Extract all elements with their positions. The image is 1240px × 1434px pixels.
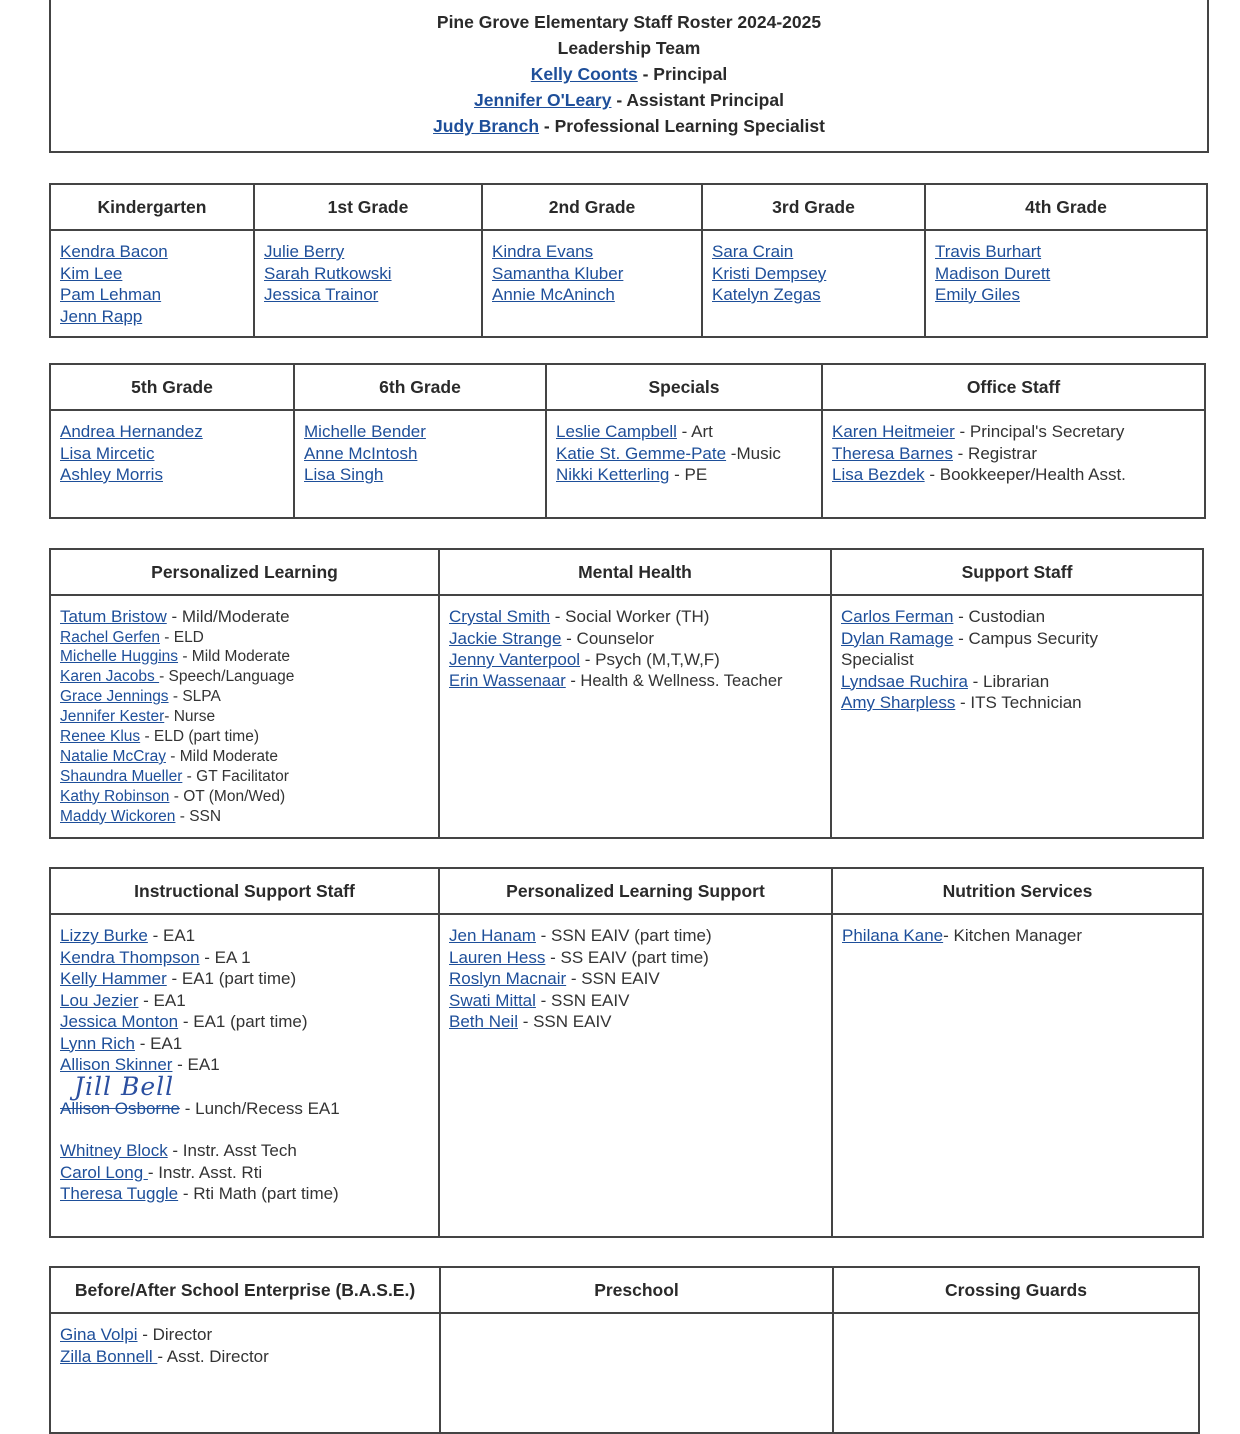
staff-name-link[interactable]: Whitney Block	[60, 1141, 168, 1160]
staff-name-link[interactable]: Jenny Vanterpool	[449, 650, 581, 669]
staff-name-link[interactable]: Michelle Huggins	[60, 648, 179, 666]
staff-role: - Director	[137, 1325, 213, 1344]
staff-role: - SSN EAIV	[517, 1012, 612, 1031]
staff-name-link[interactable]: Lisa Singh	[304, 465, 384, 484]
staff-name-link[interactable]: Karen Jacobs	[60, 668, 160, 686]
header-2nd-grade: 2nd Grade	[482, 184, 702, 230]
staff-name-link[interactable]: Pam Lehman	[60, 285, 162, 304]
staff-name-link[interactable]: Grace Jennings	[60, 688, 169, 706]
leader-role: - Principal	[642, 64, 728, 84]
2nd-grade-cell	[482, 230, 702, 337]
staff-role: - Art	[676, 422, 713, 441]
staff-role: - GT Facilitator	[182, 767, 289, 785]
leader-learning-specialist	[51, 113, 1207, 139]
staff-name-link[interactable]: Zilla Bonnell	[60, 1346, 158, 1366]
leader-role: - Assistant Principal	[616, 90, 784, 110]
staff-name-link[interactable]: Sarah Rutkowski	[264, 263, 392, 283]
leader-role: - Professional Learning Specialist	[543, 116, 825, 136]
staff-role: - Speech/Language	[159, 668, 295, 686]
struck-staff-name: Allison Osborne	[60, 1098, 181, 1118]
staff-name-link[interactable]: Amy Sharpless	[841, 693, 956, 712]
staff-name-link[interactable]: Maddy Wickoren	[60, 807, 176, 825]
staff-role: - SSN EAIV (part time)	[535, 926, 712, 945]
staff-name-link[interactable]: Annie McAninch	[492, 285, 615, 304]
staff-name-link[interactable]: Kristi Dempsey	[712, 263, 827, 283]
staff-name-link[interactable]: Philana Kane	[842, 926, 944, 945]
staff-name-link[interactable]: Jennifer Kester	[60, 708, 165, 726]
staff-name-link[interactable]: Roslyn Macnair	[449, 969, 567, 988]
header-support-staff: Support Staff	[831, 549, 1203, 595]
roster-title: Pine Grove Elementary Staff Roster 2024-2025	[436, 12, 822, 32]
header-nutrition-services: Nutrition Services	[832, 868, 1203, 914]
staff-name-link[interactable]: Jessica Monton	[60, 1012, 179, 1031]
6th-grade-cell	[294, 410, 546, 518]
staff-name-link[interactable]: Jessica Trainor	[264, 285, 379, 304]
staff-role: - Instr. Asst. Rti	[147, 1162, 263, 1182]
staff-name-link[interactable]: Renee Klus	[60, 728, 141, 746]
staff-name-link[interactable]: Lizzy Burke	[60, 926, 148, 945]
staff-name-link[interactable]: Beth Neil	[449, 1012, 518, 1031]
staff-role: - Custodian	[953, 607, 1046, 626]
staff-name-link[interactable]: Emily Giles	[935, 285, 1021, 304]
staff-role: - EA1 (part time)	[166, 969, 297, 988]
staff-role: -Music	[726, 443, 781, 463]
specials-cell	[546, 410, 822, 518]
staff-role: - EA1	[134, 1033, 183, 1053]
preschool-cell	[440, 1313, 833, 1433]
header-6th-grade: 6th Grade	[294, 364, 546, 410]
staff-role: - ITS Technician	[955, 693, 1082, 712]
staff-name-link[interactable]: Lynn Rich	[60, 1033, 135, 1053]
staff-name-link[interactable]: Allison Skinner	[60, 1055, 173, 1074]
header-crossing-guards: Crossing Guards	[833, 1267, 1199, 1313]
support-staff-table	[49, 548, 1204, 839]
staff-name-link[interactable]: Travis Burhart	[935, 242, 1042, 261]
staff-role: - Health & Wellness. Teacher	[565, 671, 783, 690]
staff-name-link[interactable]: Ashley Morris	[60, 465, 163, 484]
staff-name-link[interactable]: Kendra Thompson	[60, 947, 200, 967]
staff-name-link[interactable]: Madison Durett	[935, 263, 1051, 283]
staff-name-link[interactable]: Dylan Ramage	[841, 628, 954, 648]
staff-role: - Registrar	[952, 443, 1038, 463]
1st-grade-cell	[254, 230, 482, 337]
staff-role: - Mild Moderate	[178, 648, 291, 666]
header-base: Before/After School Enterprise (B.A.S.E.)	[50, 1267, 440, 1313]
staff-role: - Kitchen Manager	[943, 926, 1083, 945]
staff-name-link[interactable]: Anne McIntosh	[304, 443, 418, 463]
staff-role: - Campus Security Specialist	[841, 628, 1098, 669]
staff-name-link[interactable]: Kathy Robinson	[60, 787, 170, 805]
staff-role: - SSN	[175, 807, 222, 825]
staff-role: - EA1	[147, 926, 196, 945]
staff-name-link[interactable]: Rachel Gerfen	[60, 628, 160, 646]
staff-role: - OT (Mon/Wed)	[169, 787, 286, 805]
personalized-learning-support-cell	[439, 914, 832, 1237]
staff-name-link[interactable]: Julie Berry	[264, 242, 345, 261]
leadership-box	[49, 0, 1209, 153]
grades-5-6-specials-office-table	[49, 363, 1206, 519]
staff-role: - Asst. Director	[157, 1346, 269, 1366]
staff-name-link[interactable]: Gina Volpi	[60, 1325, 138, 1344]
staff-name-link[interactable]: Karen Heitmeier	[832, 422, 955, 441]
staff-role: - SS EAIV (part time)	[545, 947, 709, 967]
staff-role: - ELD	[159, 628, 204, 646]
staff-role: - ELD (part time)	[140, 728, 259, 746]
3rd-grade-cell	[702, 230, 925, 337]
staff-name-link[interactable]: Kelly Hammer	[60, 969, 167, 988]
header-office-staff: Office Staff	[822, 364, 1205, 410]
staff-name-link[interactable]: Lauren Hess	[449, 947, 546, 967]
staff-name-link[interactable]: Kindra Evans	[492, 242, 594, 261]
base-cell	[50, 1313, 440, 1433]
staff-role: - EA 1	[199, 947, 251, 967]
staff-role: - Bookkeeper/Health Asst.	[924, 465, 1126, 484]
staff-role: - EA1 (part time)	[178, 1012, 308, 1031]
staff-name-link[interactable]: Theresa Tuggle	[60, 1184, 179, 1203]
staff-name-link[interactable]: Jen Hanam	[449, 926, 536, 945]
leader-name-link[interactable]: Jennifer O'Leary	[474, 90, 612, 110]
header-kindergarten: Kindergarten	[50, 184, 254, 230]
instructional-support-cell	[50, 914, 439, 1237]
header-specials: Specials	[546, 364, 822, 410]
staff-name-link[interactable]: Erin Wassenaar	[449, 671, 566, 690]
staff-name-link[interactable]: Kendra Bacon	[60, 242, 168, 261]
staff-name-link[interactable]: Carlos Ferman	[841, 607, 954, 626]
staff-name-link[interactable]: Swati Mittal	[449, 990, 536, 1010]
support-staff-cell	[831, 595, 1203, 838]
staff-name-link[interactable]: Jackie Strange	[449, 628, 562, 648]
staff-name-link[interactable]: Tatum Bristow	[60, 607, 167, 626]
nutrition-services-cell	[832, 914, 1203, 1237]
staff-role: - Principal's Secretary	[954, 422, 1125, 441]
instructional-support-table	[49, 867, 1204, 1238]
staff-role: - SSN EAIV	[535, 990, 630, 1010]
staff-name-link[interactable]: Lisa Mircetic	[60, 443, 155, 463]
staff-role: - Nurse	[164, 708, 216, 726]
staff-name-link[interactable]: Theresa Barnes	[832, 443, 953, 463]
leader-assistant-principal	[51, 87, 1207, 113]
staff-role: - Librarian	[967, 671, 1050, 691]
staff-role: - SSN EAIV	[566, 969, 660, 988]
staff-role: - Rti Math (part time)	[178, 1184, 339, 1203]
staff-role: - Psych (M,T,W,F)	[580, 650, 720, 669]
staff-name-link[interactable]: Leslie Campbell	[556, 422, 677, 441]
staff-role: - Mild Moderate	[165, 747, 278, 765]
office-staff-cell	[822, 410, 1205, 518]
staff-role: - Social Worker (TH)	[550, 607, 710, 626]
leader-principal	[51, 61, 1207, 87]
header-3rd-grade: 3rd Grade	[702, 184, 925, 230]
staff-name-link[interactable]: Jenn Rapp	[60, 306, 143, 326]
staff-name-link[interactable]: Michelle Bender	[304, 422, 426, 441]
header-personalized-learning: Personalized Learning	[50, 549, 439, 595]
staff-name-link[interactable]: Carol Long	[60, 1162, 148, 1182]
leader-name-link[interactable]: Kelly Coonts	[530, 64, 638, 84]
staff-role: - EA1	[138, 990, 186, 1010]
staff-name-link[interactable]: Lyndsae Ruchira	[841, 671, 968, 691]
staff-role: - Counselor	[561, 628, 655, 648]
mental-health-cell	[439, 595, 831, 838]
staff-name-link[interactable]: Sara Crain	[712, 242, 794, 261]
staff-name-link[interactable]: Andrea Hernandez	[60, 422, 203, 441]
staff-name-link[interactable]: Samantha Kluber	[492, 263, 624, 283]
staff-role: - EA1	[172, 1055, 220, 1074]
staff-role: - PE	[669, 465, 708, 484]
4th-grade-cell	[925, 230, 1207, 337]
staff-name-link[interactable]: Crystal Smith	[449, 607, 551, 626]
header-preschool: Preschool	[440, 1267, 833, 1313]
crossing-guards-cell	[833, 1313, 1199, 1433]
leadership-team-heading: Leadership Team	[557, 38, 701, 58]
staff-name-link[interactable]: Natalie McCray	[60, 747, 166, 765]
staff-name-link[interactable]: Katie St. Gemme-Pate	[556, 443, 727, 463]
header-personalized-learning-support: Personalized Learning Support	[439, 868, 832, 914]
kindergarten-cell	[50, 230, 254, 337]
personalized-learning-cell	[50, 595, 439, 838]
staff-name-link[interactable]: Nikki Ketterling	[556, 465, 670, 484]
5th-grade-cell	[50, 410, 294, 518]
staff-name-link[interactable]: Lou Jezier	[60, 990, 139, 1010]
base-preschool-crossing-table	[49, 1266, 1200, 1434]
staff-name-link[interactable]: Kim Lee	[60, 263, 123, 283]
header-4th-grade: 4th Grade	[925, 184, 1207, 230]
staff-name-link[interactable]: Lisa Bezdek	[832, 465, 925, 484]
staff-role: - Instr. Asst Tech	[167, 1141, 297, 1160]
header-mental-health: Mental Health	[439, 549, 831, 595]
staff-name-link[interactable]: Katelyn Zegas	[712, 285, 821, 304]
staff-role: - SLPA	[168, 688, 221, 706]
handwritten-name-correction: Jill Bell	[74, 1071, 175, 1101]
staff-role: - Lunch/Recess EA1	[180, 1098, 340, 1118]
staff-role: - Mild/Moderate	[166, 607, 290, 626]
grades-k-4-table	[49, 183, 1208, 338]
leader-name-link[interactable]: Judy Branch	[433, 116, 540, 136]
staff-name-link[interactable]: Shaundra Mueller	[60, 767, 183, 785]
header-instructional-support-staff: Instructional Support Staff	[50, 868, 439, 914]
header-1st-grade: 1st Grade	[254, 184, 482, 230]
header-5th-grade: 5th Grade	[50, 364, 294, 410]
